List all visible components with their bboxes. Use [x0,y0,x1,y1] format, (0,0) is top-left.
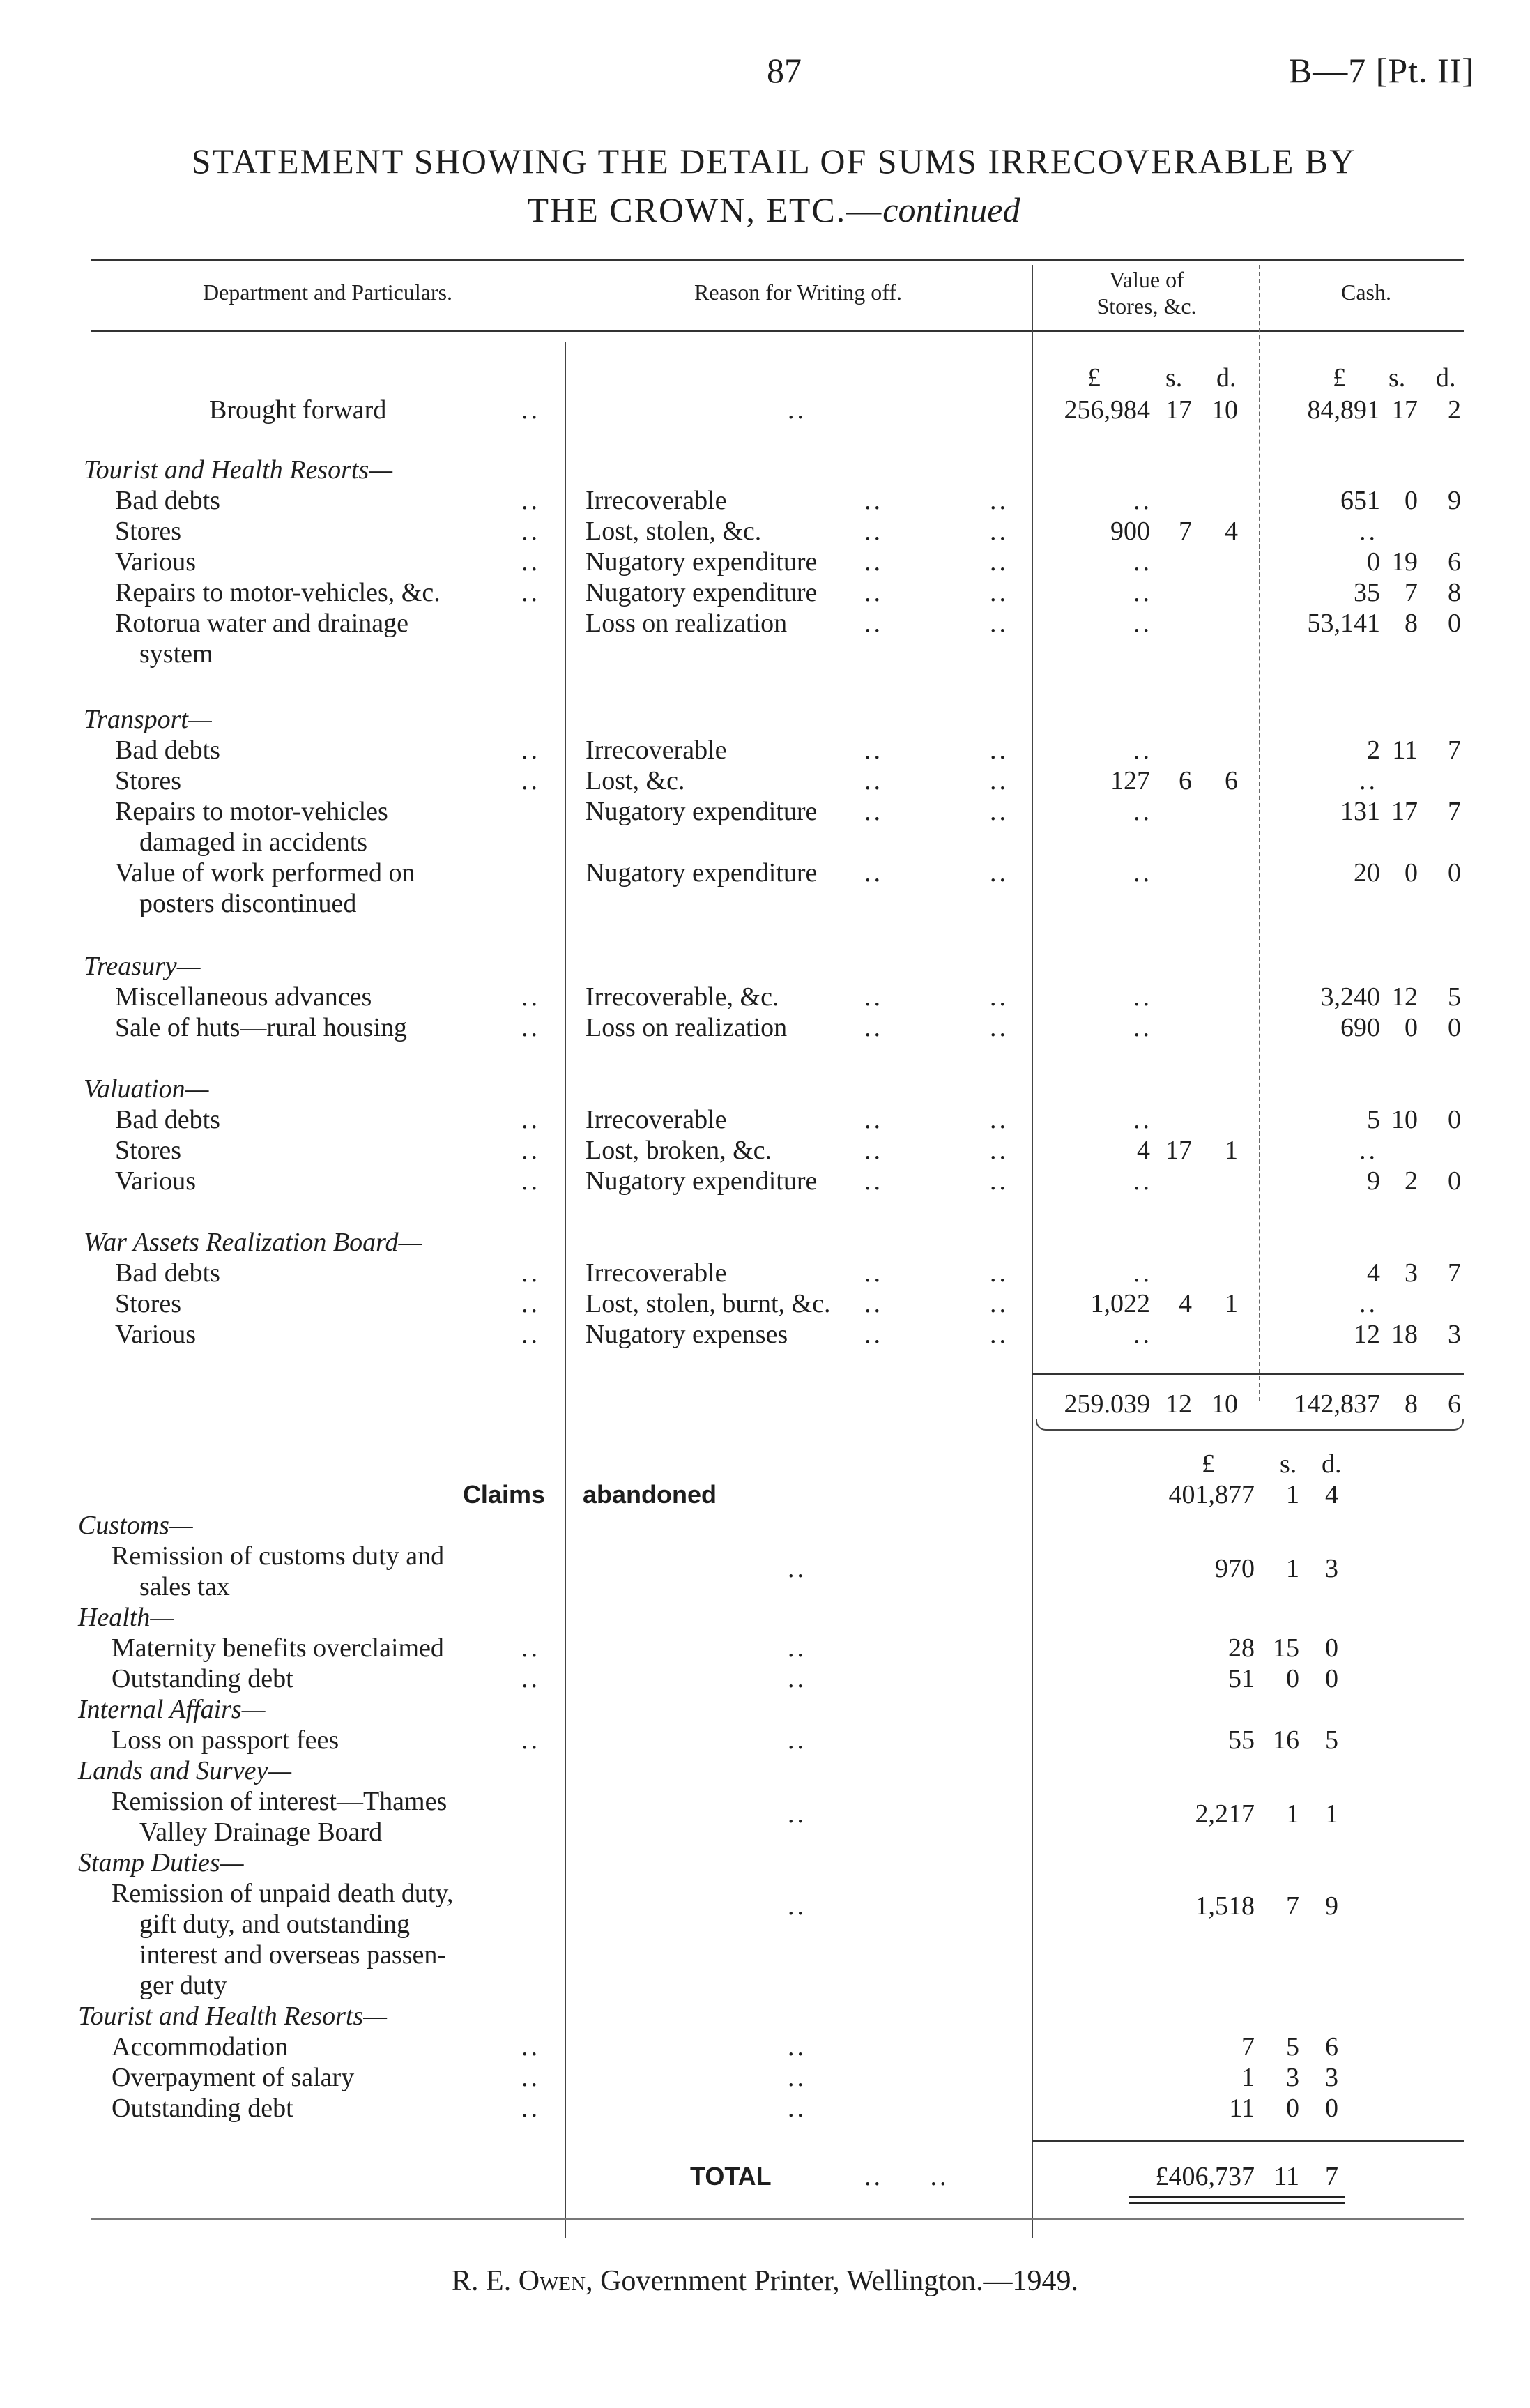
column-header-reason: Reason for Writing off. [694,280,902,305]
particular-text: Miscellaneous advances [115,982,372,1012]
empty-value-dots: .. [1133,736,1152,765]
column-divider-reason [565,342,566,2238]
particular-text: Stores [115,1136,181,1165]
reason-text: Irrecoverable [586,1105,727,1134]
column-header-stores: Value of Stores, &c. [1096,267,1197,319]
leader-dots: .. [864,766,883,795]
leader-dots: .. [521,517,540,546]
leader-dots: .. [990,517,1009,546]
particular-text: posters discontinued [139,889,357,918]
stores-value-shillings: 17 [1165,1136,1192,1165]
total-rule [1032,2140,1464,2142]
claim-value-pence: 1 [1325,1799,1338,1829]
leader-dots: .. [864,578,883,607]
leader-dots: .. [990,547,1009,577]
particular-text: Bad debts [115,486,220,515]
leader-dots: .. [521,486,540,515]
cash-value-pounds: 2 [1367,736,1380,765]
leader-dots: .. [788,1799,806,1829]
cash-value-pounds: 0 [1367,547,1380,577]
empty-value-dots: .. [1359,517,1378,546]
cash-value-shillings: 3 [1405,1258,1418,1288]
empty-value-dots: .. [1133,609,1152,638]
claim-value-pounds: 55 [1228,1725,1255,1755]
cash-value-pounds: 3,240 [1320,982,1380,1012]
particular-text: Repairs to motor-vehicles [115,797,388,826]
leader-dots: .. [990,982,1009,1012]
document-reference: B—7 [Pt. II] [1288,51,1474,90]
cash-value-pounds: 4 [1367,1258,1380,1288]
leader-dots: .. [864,547,883,577]
cash-value-pence: 8 [1448,578,1461,607]
particular-text: Bad debts [115,1258,220,1288]
cash-value-pounds: 35 [1354,578,1380,607]
stores-value-pounds: 4 [1137,1136,1150,1165]
claim-particular-text: sales tax [139,1572,230,1601]
cash-value-shillings: 0 [1405,858,1418,887]
claim-particular-text: Outstanding debt [112,2094,293,2123]
leader-dots: .. [864,609,883,638]
stores-value-shillings: 4 [1179,1289,1192,1318]
stores-value-pence: 6 [1225,766,1238,795]
leader-dots: .. [864,1166,883,1196]
particular-text: damaged in accidents [139,828,368,857]
stores-value-pence: 1 [1225,1289,1238,1318]
particular-text: Rotorua water and drainage [115,609,408,638]
total-pounds: £406,737 [1155,2162,1255,2191]
claim-particular-text: Remission of unpaid death duty, [112,1879,454,1908]
cash-value-pence: 0 [1448,1013,1461,1042]
claim-value-pence: 5 [1325,1725,1338,1755]
leader-dots: .. [990,1289,1009,1318]
empty-value-dots: .. [1359,766,1378,795]
cash-value-pence: 3 [1448,1320,1461,1349]
claim-particular-text: Accommodation [112,2032,289,2062]
stores-value-pence: 1 [1225,1136,1238,1165]
cash-value-shillings: 19 [1391,547,1418,577]
printer-footer: R. E. Owen, Government Printer, Wellington.—1949. [452,2265,1078,2297]
cash-value-pounds: 12 [1354,1320,1380,1349]
claims-heading-left: Claims [462,1480,545,1509]
subtotal-cash-pence: 6 [1448,1389,1461,1419]
claim-particular-text: Loss on passport fees [112,1725,339,1755]
leader-dots: .. [788,1633,806,1663]
leader-dots: .. [864,1289,883,1318]
cash-value-pence: 7 [1448,797,1461,826]
leader-dots: .. [864,486,883,515]
cash-value-pounds: 20 [1354,858,1380,887]
claim-value-pence: 0 [1325,1633,1338,1663]
claim-unit-shilling: s. [1280,1449,1297,1479]
particular-text: Stores [115,1289,181,1318]
leader-dots: .. [990,797,1009,826]
leader-dots: .. [990,486,1009,515]
claim-value-shillings: 1 [1286,1553,1299,1583]
cash-value-shillings: 7 [1405,578,1418,607]
leader-dots: .. [788,1553,806,1583]
empty-value-dots: .. [1359,1136,1378,1165]
claim-value-shillings: 7 [1286,1891,1299,1921]
leader-dots: .. [521,395,540,425]
leader-dots: .. [521,736,540,765]
leader-dots: .. [864,1136,883,1165]
leader-dots: .. [864,982,883,1012]
leader-dots: .. [521,547,540,577]
claim-unit-pence: d. [1322,1449,1342,1479]
particular-text: Various [115,1320,197,1349]
leader-dots: .. [990,1258,1009,1288]
claim-value-shillings: 15 [1273,1633,1299,1663]
cash-value-pounds: 5 [1367,1105,1380,1134]
cash-value-pence: 7 [1448,1258,1461,1288]
leader-dots: .. [521,1633,540,1663]
leader-dots: .. [864,797,883,826]
claim-value-pence: 3 [1325,2063,1338,2092]
leader-dots: .. [788,2094,806,2123]
stores-value-pounds: 127 [1110,766,1150,795]
section-heading: Treasury— [84,952,201,981]
leader-dots: .. [864,1320,883,1349]
leader-dots: .. [521,1320,540,1349]
leader-dots: .. [521,1289,540,1318]
claim-value-pounds: 970 [1215,1553,1255,1583]
brought-forward-stores-shillings: 17 [1165,395,1192,425]
claim-value-shillings: 5 [1286,2032,1299,2062]
claim-heading: Customs— [78,1511,193,1540]
reason-text: Irrecoverable [586,486,727,515]
leader-dots: .. [990,858,1009,887]
reason-text: Nugatory expenditure [586,1166,818,1196]
claim-value-pence: 3 [1325,1553,1338,1583]
particular-text: system [139,639,213,669]
column-divider-cash [1259,265,1260,1401]
empty-value-dots: .. [1133,797,1152,826]
claim-particular-text: ger duty [139,1971,227,2000]
leader-dots: .. [990,1320,1009,1349]
leader-dots: .. [521,1136,540,1165]
empty-value-dots: .. [1359,1289,1378,1318]
total-double-underline [1129,2196,1345,2204]
leader-dots: .. [521,2063,540,2092]
combined-total-shillings: 1 [1286,1480,1299,1509]
leader-dots: .. [864,736,883,765]
empty-value-dots: .. [1133,486,1152,515]
particular-text: Stores [115,517,181,546]
leader-dots: .. [864,1258,883,1288]
cash-value-shillings: 10 [1391,1105,1418,1134]
reason-text: Nugatory expenses [586,1320,788,1349]
leader-dots: .. [521,2032,540,2062]
particular-text: Bad debts [115,736,220,765]
reason-text: Nugatory expenditure [586,858,818,887]
reason-text: Nugatory expenditure [586,547,818,577]
leader-dots: .. [990,609,1009,638]
claim-value-pence: 9 [1325,1891,1338,1921]
claim-value-shillings: 0 [1286,1664,1299,1693]
cash-value-shillings: 0 [1405,486,1418,515]
claim-heading: Lands and Survey— [78,1756,292,1785]
cash-value-shillings: 0 [1405,1013,1418,1042]
leader-dots: .. [521,1166,540,1196]
claim-particular-text: Remission of interest—Thames [112,1787,447,1816]
leader-dots: .. [990,736,1009,765]
empty-value-dots: .. [1133,1105,1152,1134]
empty-value-dots: .. [1133,547,1152,577]
claim-value-shillings: 0 [1286,2094,1299,2123]
claim-unit-pound: £ [1202,1449,1215,1479]
title-line-2: THE CROWN, ETC.—continued [527,190,1020,229]
claims-heading-right: abandoned [583,1480,717,1509]
claim-value-pounds: 11 [1229,2094,1255,2123]
leader-dots: .. [788,1664,806,1693]
claim-particular-text: Overpayment of salary [112,2063,355,2092]
claim-value-shillings: 3 [1286,2063,1299,2092]
reason-text: Lost, &c. [586,766,685,795]
claim-value-pence: 0 [1325,1664,1338,1693]
leader-dots: .. [990,578,1009,607]
claim-value-pence: 0 [1325,2094,1338,2123]
leader-dots: .. [521,1258,540,1288]
brought-forward-cash-shillings: 17 [1391,395,1418,425]
leader-dots: .. [788,1725,806,1755]
leader-dots: .. [990,1013,1009,1042]
table-top-rule [91,259,1464,261]
leader-dots: .. [864,1105,883,1134]
table-bottom-rule [91,2218,1464,2220]
section-heading: Transport— [84,705,212,734]
reason-text: Lost, broken, &c. [586,1136,772,1165]
cash-value-pence: 9 [1448,486,1461,515]
brought-forward-cash-pence: 2 [1448,395,1461,425]
cash-value-shillings: 12 [1391,982,1418,1012]
stores-value-shillings: 7 [1179,517,1192,546]
particular-text: Bad debts [115,1105,220,1134]
title-line-1: STATEMENT SHOWING THE DETAIL OF SUMS IRRECOVERABLE BY [191,142,1356,181]
document-page: 87 B—7 [Pt. II] STATEMENT SHOWING THE DETAIL OF SUMS IRRECOVERABLE BY THE CROWN, ETC.—continued Department and Particulars. Reason for Writing off. Value of Stores, &c. Cash. £ s. d. £ s. d. Brought forward .. .. 256,984 17 10 84,891 17 2 Tourist and Health Resorts— Bad debts .. Irrecoverable .. .. .. 651 0 9 Stores .. Lost, stolen, &c. .. .. 900 7 4 .. Various .. Nugatory expenditure .. .. .. 0 19 6 Repairs to motor-vehicles, &c. .. Nugatory expenditure .. .. .. 35 7 8 Rotorua water and drainage system Loss on realization .. .. .. 53,141 8 0 Transport— Bad debts .. Irrecoverable .. .. .. 2 11 7 Stores .. Lost, &c. .. .. 127 6 6 .. Repairs to motor-vehicles damaged in accidents Nugatory expenditure .. .. .. 131 17 7 Value of work performed on posters discontinued Nugatory expenditure .. .. .. 20 0 0 Treasury— Miscellaneous advances .. Irrecoverable, &c. .. .. .. 3,240 12 5 Sale of huts—rural housing .. Loss on realization .. .. .. 690 0 0 Valuation— Bad debts .. Irrecoverable .. .. .. 5 10 0 Stores .. Lost, broken, &c. .. .. 4 17 1 .. Various .. Nugatory expenditure .. .. .. 9 2 0 War Assets Realization Board— Bad debts .. Irrecoverable .. .. .. 4 3 7 Stores .. Lost, stolen, burnt, &c. .. .. 1,022 4 1 .. Various .. Nugatory expenses .. .. .. 12 18 3 259.039 12 10 142,837 8 6 £ s. d. 401,877 1 4 Customs— Remission of customs duty and sales tax .. 970 1 3 Health— Maternity benefits overclaimed .. .. 28 15 0 Outstanding debt .. .. 51 0 0 Internal Affairs— Loss on passport fees .. .. 55 16 5 Lands and Survey— Remission of interest—Thames Valley Drainage Board .. 2,217 1 1 Stamp Duties— Remission of unpaid death duty, gift duty, and outstanding interest and overseas passen- ger duty .. 1,518 7 9 Tourist and Health Resorts— Accommodation .. .. 7 5 6 Overpayment of salary .. .. 1 3 3 Outstanding debt .. .. 11 0 0 Claims abandoned TOTAL .. .. £406,737 11 7 R. E. Owen, Government Printer, Wellington.—1949. [0,0,1530,2408]
subtotal-rule [1032,1373,1464,1375]
stores-value-pounds: 900 [1110,517,1150,546]
cash-value-shillings: 18 [1391,1320,1418,1349]
claim-particular-text: Maternity benefits overclaimed [112,1633,444,1663]
claim-heading: Stamp Duties— [78,1848,244,1877]
combined-total-pounds: 401,877 [1168,1480,1255,1509]
claim-heading: Internal Affairs— [78,1695,266,1724]
cash-value-pence: 0 [1448,858,1461,887]
combined-total-pence: 4 [1325,1480,1338,1509]
claim-value-pounds: 1 [1241,2063,1255,2092]
claim-particular-text: interest and overseas passen- [139,1940,447,1969]
claim-value-pence: 6 [1325,2032,1338,2062]
page-title [91,137,1457,234]
cash-value-shillings: 17 [1391,797,1418,826]
subtotal-stores-shillings: 12 [1165,1389,1192,1419]
claim-value-pounds: 2,217 [1195,1799,1255,1829]
cash-value-shillings: 8 [1405,609,1418,638]
particular-text: Various [115,547,197,577]
empty-value-dots: .. [1133,1258,1152,1288]
leader-dots: .. [990,1166,1009,1196]
page-number: 87 [767,51,802,90]
empty-value-dots: .. [1133,1013,1152,1042]
leader-dots: .. [864,517,883,546]
particular-text: Repairs to motor-vehicles, &c. [115,578,441,607]
claim-particular-text: gift duty, and outstanding [139,1910,411,1939]
particular-text: Sale of huts—rural housing [115,1013,408,1042]
total-leader-dots: .. .. [864,2162,949,2191]
claim-value-shillings: 1 [1286,1799,1299,1829]
cash-value-pounds: 690 [1340,1013,1380,1042]
leader-dots: .. [990,1105,1009,1134]
cash-value-pence: 7 [1448,736,1461,765]
reason-text: Irrecoverable, &c. [586,982,779,1012]
claim-particular-text: Valley Drainage Board [139,1818,383,1847]
brought-forward-label: Brought forward [209,395,387,425]
particular-text: Stores [115,766,181,795]
brought-forward-stores-pence: 10 [1211,395,1238,425]
stores-value-shillings: 6 [1179,766,1192,795]
column-header-department: Department and Particulars. [202,280,453,305]
stores-value-pence: 4 [1225,517,1238,546]
empty-value-dots: .. [1133,1166,1152,1196]
reason-text: Lost, stolen, burnt, &c. [586,1289,831,1318]
particular-text: Value of work performed on [115,858,415,887]
reason-text: Loss on realization [586,609,788,638]
cash-value-shillings: 11 [1392,736,1418,765]
leader-dots: .. [788,2063,806,2092]
claim-value-pounds: 51 [1228,1664,1255,1693]
cash-value-pounds: 9 [1367,1166,1380,1196]
reason-text: Loss on realization [586,1013,788,1042]
section-heading: Tourist and Health Resorts— [84,455,393,485]
empty-value-dots: .. [1133,982,1152,1012]
reason-text: Nugatory expenditure [586,578,818,607]
empty-value-dots: .. [1133,858,1152,887]
total-pence: 7 [1325,2162,1338,2191]
brought-forward-stores-pounds: 256,984 [1064,395,1150,425]
cash-value-pence: 5 [1448,982,1461,1012]
leader-dots: .. [864,858,883,887]
reason-text: Lost, stolen, &c. [586,517,762,546]
leader-dots: .. [990,1136,1009,1165]
cash-value-pounds: 651 [1340,486,1380,515]
total-shillings: 11 [1273,2162,1299,2191]
subtotal-cash-shillings: 8 [1405,1389,1418,1419]
subtotal-brace [1036,1419,1464,1431]
leader-dots: .. [521,2094,540,2123]
column-divider-stores [1032,265,1033,2238]
claim-value-shillings: 16 [1273,1725,1299,1755]
subtotal-cash-pounds: 142,837 [1294,1389,1380,1419]
leader-dots: .. [788,1891,806,1921]
leader-dots: .. [521,578,540,607]
leader-dots: .. [521,766,540,795]
leader-dots: .. [521,1725,540,1755]
brought-forward-cash-pounds: 84,891 [1307,395,1380,425]
stores-value-pounds: 1,022 [1090,1289,1150,1318]
section-heading: War Assets Realization Board— [84,1228,422,1257]
leader-dots: .. [521,1105,540,1134]
cash-value-pence: 0 [1448,1166,1461,1196]
claim-particular-text: Remission of customs duty and [112,1541,445,1571]
claim-value-pounds: 7 [1241,2032,1255,2062]
subtotal-stores-pounds: 259.039 [1064,1389,1150,1419]
claim-value-pounds: 28 [1228,1633,1255,1663]
leader-dots: .. [521,982,540,1012]
cash-value-pence: 0 [1448,1105,1461,1134]
leader-dots: .. [521,1664,540,1693]
cash-value-pounds: 53,141 [1307,609,1380,638]
leader-dots: .. [788,2032,806,2062]
claim-particular-text: Outstanding debt [112,1664,293,1693]
total-label: TOTAL [690,2162,772,2190]
particular-text: Various [115,1166,197,1196]
claim-value-pounds: 1,518 [1195,1891,1255,1921]
leader-dots: .. [990,766,1009,795]
leader-dots: .. [788,395,806,425]
column-header-cash: Cash. [1341,280,1391,305]
leader-dots: .. [864,1013,883,1042]
empty-value-dots: .. [1133,1320,1152,1349]
reason-text: Nugatory expenditure [586,797,818,826]
claim-heading: Tourist and Health Resorts— [78,2002,388,2031]
cash-value-pence: 6 [1448,547,1461,577]
reason-text: Irrecoverable [586,736,727,765]
section-heading: Valuation— [84,1074,209,1104]
leader-dots: .. [521,1013,540,1042]
subtotal-stores-pence: 10 [1211,1389,1238,1419]
cash-value-pounds: 131 [1340,797,1380,826]
empty-value-dots: .. [1133,578,1152,607]
cash-value-pence: 0 [1448,609,1461,638]
header-bottom-rule [91,330,1464,332]
claim-heading: Health— [78,1603,174,1632]
reason-text: Irrecoverable [586,1258,727,1288]
cash-value-shillings: 2 [1405,1166,1418,1196]
